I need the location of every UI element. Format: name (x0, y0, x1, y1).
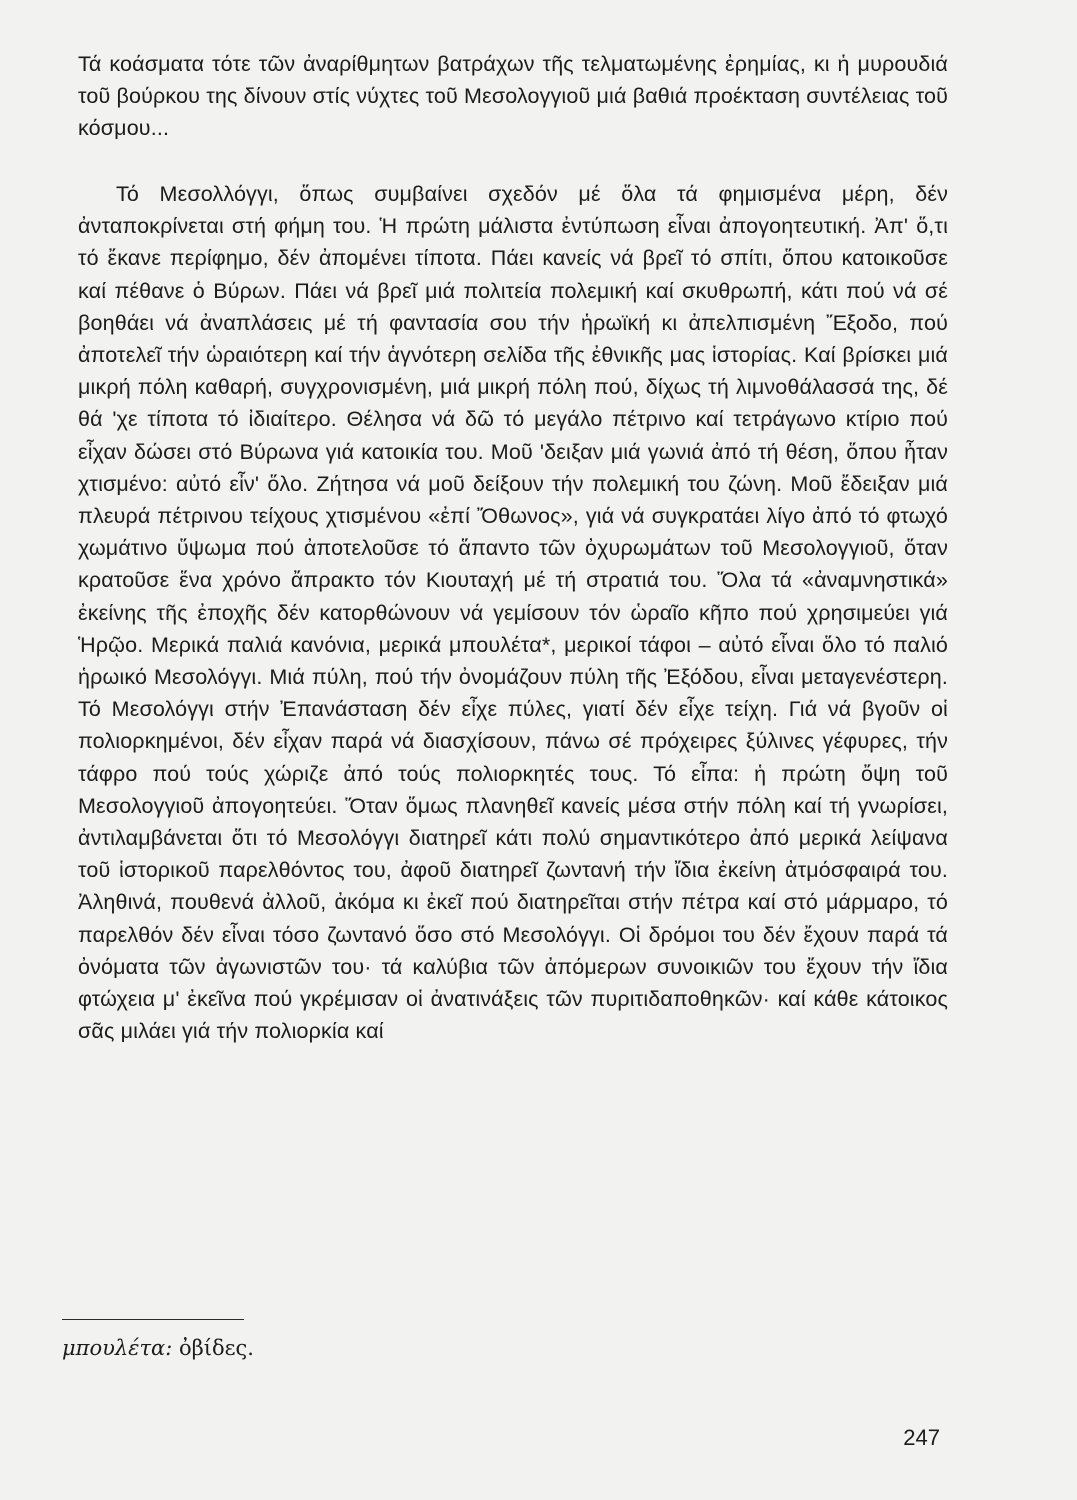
page-number: 247 (903, 1425, 940, 1450)
paragraph-main: Τό Μεσολλόγγι, ὅπως συμβαίνει σχεδόν μέ ὅλα τά φημισμένα μέρη, δέν ἀνταποκρίνεται στή φήμη του. Ἡ πρώτη μάλιστα ἐντύπωση εἶναι ἀπογοητευτική. Ἀπ' ὅ,τι τό ἔκανε περίφημο, δέν ἀπομένει τίποτα. Πάει κανείς νά βρεῖ τό σπίτι, ὅπου κατοικοῦσε καί πέθανε ὁ Βύρων. Πάει νά βρεῖ μιά πολιτεία πολεμική καί σκυθρωπή, κάτι πού νά σέ βοηθάει νά ἀναπλάσεις μέ τή φαντασία σου τήν ἡρωϊκή κι ἀπελπισμένη Ἔξοδο, πού ἀποτελεῖ τήν ὡραιότερη καί τήν ἁγνότερη σελίδα τῆς ἐθνικῆς μας ἱστορίας. Καί βρίσκει μιά μικρή πόλη καθαρή, συγχρονισμένη, μιά μικρή πόλη πού, δίχως τή λιμνοθάλασσά της, δέ θά 'χε τίποτα τό ἰδιαίτερο. Θέλησα νά δῶ τό μεγάλο πέτρινο καί τετράγωνο κτίριο πού εἶχαν δώσει στό Βύρωνα γιά κατοικία του. Μοῦ 'δειξαν μιά γωνιά ἀπό τή θέση, ὅπου ἦταν χτισμένο: αὐτό εἶν' ὅλο. Ζήτησα νά μοῦ δείξουν τήν πολεμική του ζώνη. Μοῦ ἔδειξαν μιά πλευρά πέτρινου τείχους χτισμένου «ἐπί Ὄθωνος», γιά νά συγκρατάει λίγο ἀπό τό φτωχό χωμάτινο ὕψωμα πού ἀποτελοῦσε τό ἅπαντο τῶν ὀχυρωμάτων τοῦ Μεσολογγιοῦ, ὅταν κρατοῦσε ἕνα χρόνο ἄπρακτο τόν Κιουταχή μέ τή στρατιά του. Ὅλα τά «ἀναμνηστικά» ἐκείνης τῆς ἐποχῆς δέν κατορθώνουν νά γεμίσουν τόν ὡραῖο κῆπο πού χρησιμεύει γιά Ἡρῷο. Μερικά παλιά κανόνια, μερικά μπουλέτα*, μερικοί τάφοι – αὐτό εἶναι ὅλο τό παλιό ἡρωικό Μεσολόγγι. Μιά πύλη, πού τήν ὀνομάζουν πύλη τῆς Ἐξόδου, εἶναι μεταγενέστερη. Τό Μεσολόγγι στήν Ἐπανάσταση δέν εἶχε πύλες, γιατί δέν εἶχε τείχη. Γιά νά βγοῦν οἱ πολιορκημένοι, δέν εἶχαν παρά νά διασχίσουν, πάνω σέ πρόχειρες ξύλινες γέφυρες, τήν τάφρο πού τούς χώριζε ἀπό τούς πολιορκητές τους. Τό εἶπα: ἡ πρώτη ὄψη τοῦ Μεσολογγιοῦ ἀπογοητεύει. Ὅταν ὅμως πλανηθεῖ κανείς μέσα στήν πόλη καί τή γνωρίσει, ἀντιλαμβάνεται ὅτι τό Μεσολόγγι διατηρεῖ κάτι πολύ σημαντικότερο ἀπό μερικά λείψανα τοῦ ἱστορικοῦ παρελθόντος του, ἀφοῦ διατηρεῖ ζωντανή τήν ἴδια ἐκείνη ἀτμόσφαιρά του. Ἀληθινά, πουθενά ἀλλοῦ, ἀκόμα κι ἐκεῖ πού διατηρεῖται στήν πέτρα καί στό μάρμαρο, τό παρελθόν δέν εἶναι τόσο ζωντανό ὅσο στό Μεσολόγγι. Οἱ δρόμοι του δέν ἔχουν παρά τά ὀνόματα τῶν ἀγωνιστῶν του· τά καλύβια τῶν ἀπόμερων συνοικιῶν του ἔχουν τήν ἴδια φτώχεια μ' ἐκεῖνα πού γκρέμισαν οἱ ἀνατινάξεις τῶν πυριτιδαποθηκῶν· καί κάθε κάτοικος σᾶς μιλάει γιά τήν πολιορκία καί (78, 182, 948, 1044)
paragraph-opening: Τά κοάσματα τότε τῶν ἀναρίθμητων βατράχων τῆς τελματωμένης ἐρημίας, κι ἡ μυρουδιά τοῦ βούρκου της δίνουν στίς νύχτες τοῦ Μεσολογγιοῦ μιά βαθιά προέκταση συντέλειας τοῦ κόσμου... (78, 52, 948, 141)
footnote (62, 1334, 254, 1362)
footnote-definition: ὀβίδες. (179, 1336, 254, 1360)
footnote-separator (62, 1319, 244, 1320)
footnote-term: μπουλέτα: (62, 1336, 173, 1360)
